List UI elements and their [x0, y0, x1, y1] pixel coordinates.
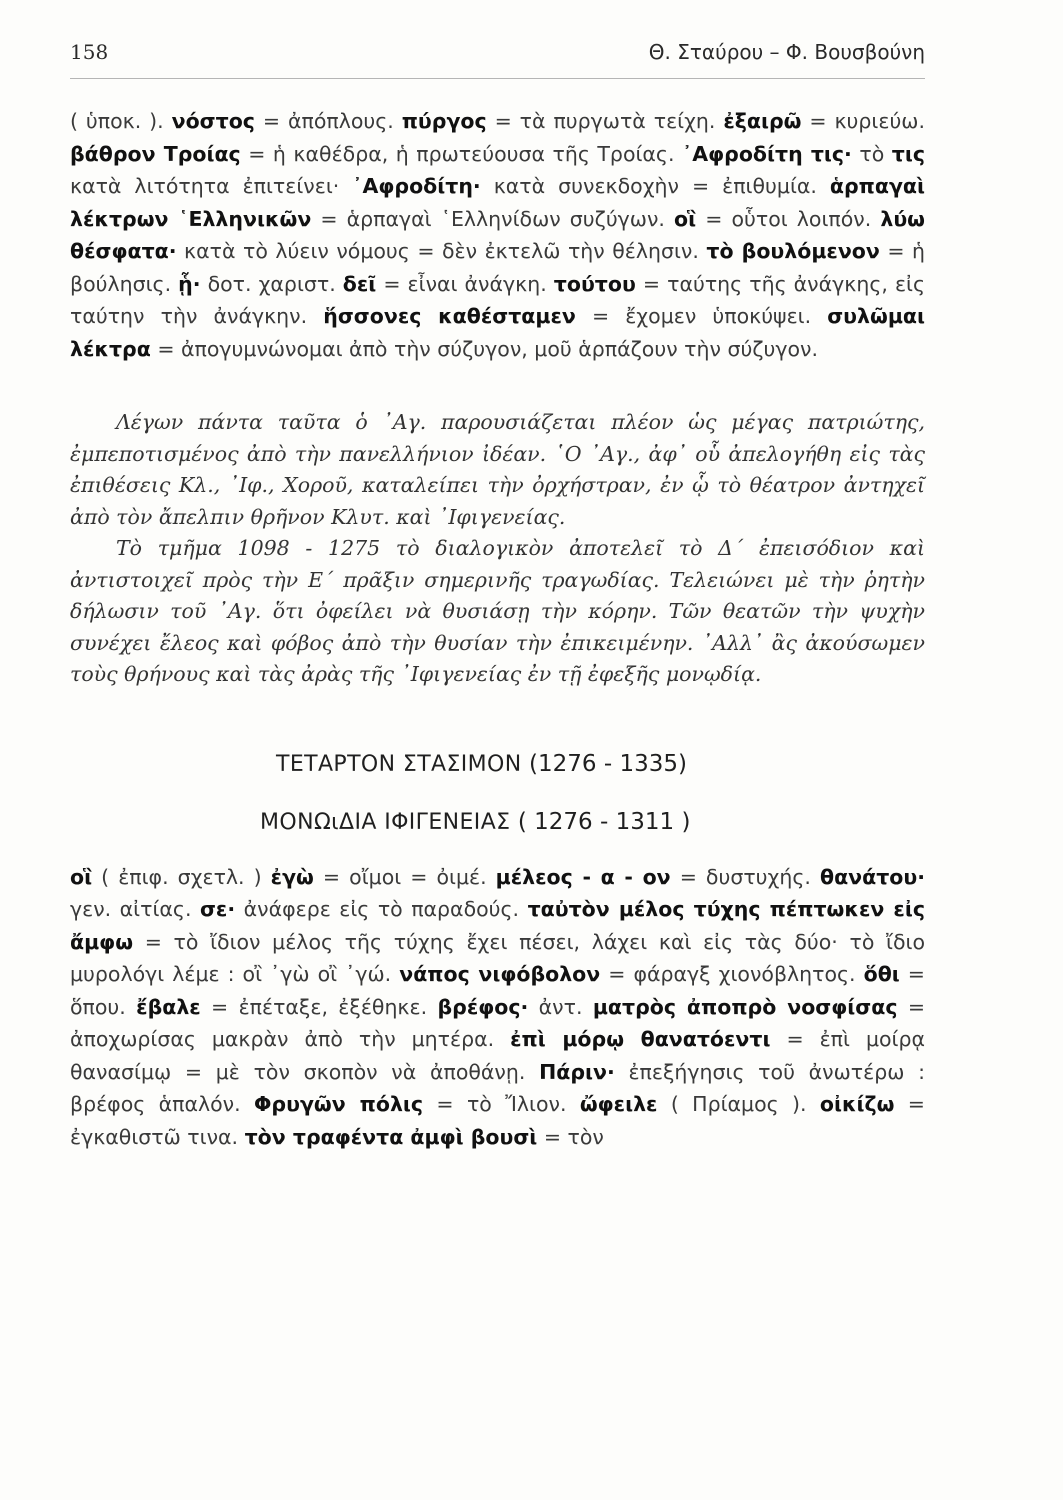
gloss-lemma: ἥσσονες καθέσταμεν — [323, 304, 576, 328]
gloss-definition: ( Πρίαμος ). — [657, 1092, 820, 1116]
gloss-lemma: τούτου — [553, 271, 636, 296]
gloss-lemma: πύργος — [401, 109, 487, 133]
gloss-lemma: τὸν τραφέντα ἀμφὶ βουσὶ — [244, 1124, 538, 1149]
gloss-lemma: ὤφειλε — [579, 1092, 658, 1116]
gloss-lemma: νάπος νιφόβολον — [399, 962, 601, 986]
gloss-lemma: ἐξαιρῶ — [723, 109, 802, 133]
gloss-definition: = ἐγκαθιστῶ τινα. — [70, 1092, 925, 1149]
gloss-definition: = ἁρπαγαὶ ῾Ελληνίδων συζύγων. — [311, 206, 675, 231]
gloss-lemma: οἳ — [70, 864, 93, 889]
gloss-lemma: νόστος — [171, 109, 255, 133]
commentary-paragraph-1: Λέγων πάντα ταῦτα ὁ ᾿Αγ. παρουσιάζεται πλέον ὡς μέγας πατριώτης, ἐμπεποτισμένος ἀπὸ τὴν πανελλήνιον ἰδέαν. ῾Ο ᾿Αγ., ἀφ᾿ οὗ ἀπελογήθη εἰς τὰς ἐπιθέσεις Κλ., ᾿Ιφ., Χοροῦ, καταλείπει τὴν ὀρχήστραν, ἐν ᾧ τὸ θέατρον ἀντηχεῖ ἀπὸ τὸν ἄπελπιν θρῆνον Κλυτ. καὶ ᾿Ιφιγενείας. — [70, 410, 925, 529]
gloss-definition: ἐπεξήγησις τοῦ ἀνωτέρω : βρέφος ἁπαλόν. — [70, 1059, 925, 1116]
gloss-lemma: ᾿Αφροδίτη· — [352, 174, 481, 198]
running-head — [70, 40, 925, 79]
gloss-lemma: συλῶμαι λέκτρα — [70, 304, 925, 361]
page — [70, 40, 925, 1153]
section-heading-monody — [260, 809, 925, 835]
gloss-definition: = κυριεύω. — [801, 109, 925, 133]
heading-monody-years: ( 1276 - 1311 ) — [517, 808, 691, 835]
section-heading-stasimon — [276, 751, 925, 777]
gloss-definition: = φάραγξ χιονόβλητος. — [600, 962, 864, 986]
heading-stasimon-text: ΤΕΤΑΡΤΟΝ ΣΤΑΣΙΜΟΝ — [276, 751, 522, 777]
commentary-paragraph-2: Τὸ τμῆμα 1098 - 1275 τὸ διαλογικὸν ἀποτελεῖ τὸ Δ΄ ἐπεισόδιον καὶ ἀντιστοιχεῖ πρὸς τὴν Ε΄ πρᾶξιν σημερινῆς τραγωδίας. Τελειώνει μὲ τὴν ῥητὴν δήλωσιν τοῦ ᾿Αγ. ὅτι ὀφείλει νὰ θυσιάσῃ τὴν κόρην. Τῶν θεατῶν τὴν ψυχὴν συνέχει ἔλεος καὶ φόβος ἀπὸ τὴν θυσίαν τὴν ἐπικειμένην. ᾿Αλλ᾿ ἂς ἀκούσωμεν τοὺς θρήνους καὶ τὰς ἀρὰς τῆς ᾿Ιφιγενείας ἐν τῇ ἐφεξῆς μονῳδίᾳ. — [70, 536, 925, 686]
gloss-definition: = τὸν — [537, 1124, 604, 1149]
gloss-definition: γεν. αἰτίας. — [70, 897, 200, 921]
gloss-lemma: λύω θέσφατα· — [70, 206, 925, 263]
gloss-lemma: ταὐτὸν μέλος τύχης πέπτωκεν εἰς ἄμφω — [70, 897, 925, 954]
gloss-definition: = οὗτοι λοιπόν. — [696, 206, 881, 231]
gloss-definition: ἀνάφερε εἰς τὸ παραδούς. — [235, 897, 528, 921]
gloss-definition: = ἀπογυμνώνομαι ἀπὸ τὴν σύζυγον, μοῦ ἁρπάζουν τὴν σύζυγον. — [150, 336, 818, 361]
gloss-definition: = ἀποχωρίσας μακρὰν ἀπὸ τὴν μητέρα. — [70, 994, 926, 1051]
gloss-definition: = τὰ πυργωτὰ τείχη. — [486, 109, 724, 133]
gloss-lemma: δεῖ — [342, 271, 377, 296]
commentary — [70, 407, 925, 691]
gloss-lemma: ὅθι — [863, 962, 900, 986]
glossary-section-1 — [70, 105, 925, 365]
gloss-definition: = ἡ βούλησις. — [70, 239, 926, 296]
gloss-lemma: τὸ βουλόμενον — [706, 239, 880, 263]
gloss-lemma: ἐγὼ — [270, 864, 314, 889]
gloss-definition: = τὸ ἴδιον μέλος τῆς τύχης ἔχει πέσει, λάχει καὶ εἰς τὰς δύο· τὸ ἴδιο μυρολόγι λέμε : οἲ ᾿γὼ οἲ ᾿γώ. — [70, 929, 925, 986]
gloss-lemma: ματρὸς ἀποπρὸ νοσφίσας — [592, 994, 898, 1019]
gloss-definition: ( ἐπιφ. σχετλ. ) — [92, 864, 271, 889]
gloss-lemma: βάθρον Τροίας — [70, 141, 241, 166]
gloss-definition: = ταύτης τῆς ἀνάγκης, εἰς ταύτην τὴν ἀνάγκην. — [70, 271, 925, 328]
gloss-lemma: Πάριν· — [539, 1059, 615, 1084]
gloss-lemma: ᾿Αφροδίτη τις· — [682, 141, 852, 166]
author-names: Θ. Σταύρου – Φ. Βουσβούνη — [648, 40, 925, 64]
heading-stasimon-years: (1276 - 1335) — [529, 750, 687, 777]
gloss-lemma: μέλεος - α - ον — [495, 864, 671, 889]
gloss-definition: κατὰ συνεκδοχὴν = ἐπιθυμία. — [480, 174, 830, 198]
gloss-definition: = ἀπόπλους. — [254, 109, 402, 133]
gloss-definition: ( ὑποκ. ). — [70, 109, 172, 133]
gloss-lemma: θανάτου· — [819, 864, 925, 889]
gloss-definition: κατὰ τὸ λύειν νόμους = δὲν ἐκτελῶ τὴν θέλησιν. — [176, 239, 707, 263]
gloss-definition: = οἴμοι = ὀιμέ. — [313, 864, 496, 889]
gloss-definition: = ἡ καθέδρα, ἡ πρωτεύουσα τῆς Τροίας. — [240, 141, 683, 166]
gloss-definition: = ἔχομεν ὑποκύψει. — [575, 304, 828, 328]
gloss-definition: δοτ. χαριστ. — [200, 271, 343, 296]
gloss-definition: ἀντ. — [528, 994, 593, 1019]
page-number: 158 — [70, 40, 109, 64]
gloss-lemma: Φρυγῶν πόλις — [254, 1092, 424, 1116]
glossary-section-2 — [70, 861, 925, 1154]
gloss-definition: = ἐπέταξε, ἐξέθηκε. — [200, 994, 438, 1019]
gloss-definition: = ἐπὶ μοίρᾳ θανασίμῳ = μὲ τὸν σκοπὸν νὰ ἀποθάνῃ. — [70, 1027, 925, 1084]
gloss-definition: = δυστυχής. — [670, 864, 820, 889]
gloss-definition: = ὅπου. — [70, 962, 925, 1019]
gloss-definition: = εἶναι ἀνάγκη. — [376, 271, 554, 296]
heading-monody-text: ΜΟΝΩιΔΙΑ ΙΦΙΓΕΝΕΙΑΣ — [260, 809, 511, 835]
gloss-lemma: οἳ — [674, 206, 697, 231]
gloss-lemma: σε· — [199, 897, 236, 921]
gloss-lemma: ἐπὶ μόρῳ θανατόεντι — [510, 1027, 771, 1051]
gloss-lemma: βρέφος· — [437, 994, 529, 1019]
gloss-lemma: οἰκίζω — [819, 1092, 895, 1116]
gloss-lemma: ᾗ· — [178, 271, 201, 296]
gloss-definition: κατὰ λιτότητα ἐπιτείνει· — [70, 174, 353, 198]
gloss-definition: τὸ — [851, 141, 892, 166]
gloss-definition: = τὸ Ἴλιον. — [423, 1092, 580, 1116]
gloss-lemma: ἁρπαγαὶ λέκτρων ῾Ελληνικῶν — [70, 174, 925, 231]
gloss-lemma: τις — [891, 141, 925, 166]
gloss-lemma: ἔβαλε — [136, 994, 201, 1019]
